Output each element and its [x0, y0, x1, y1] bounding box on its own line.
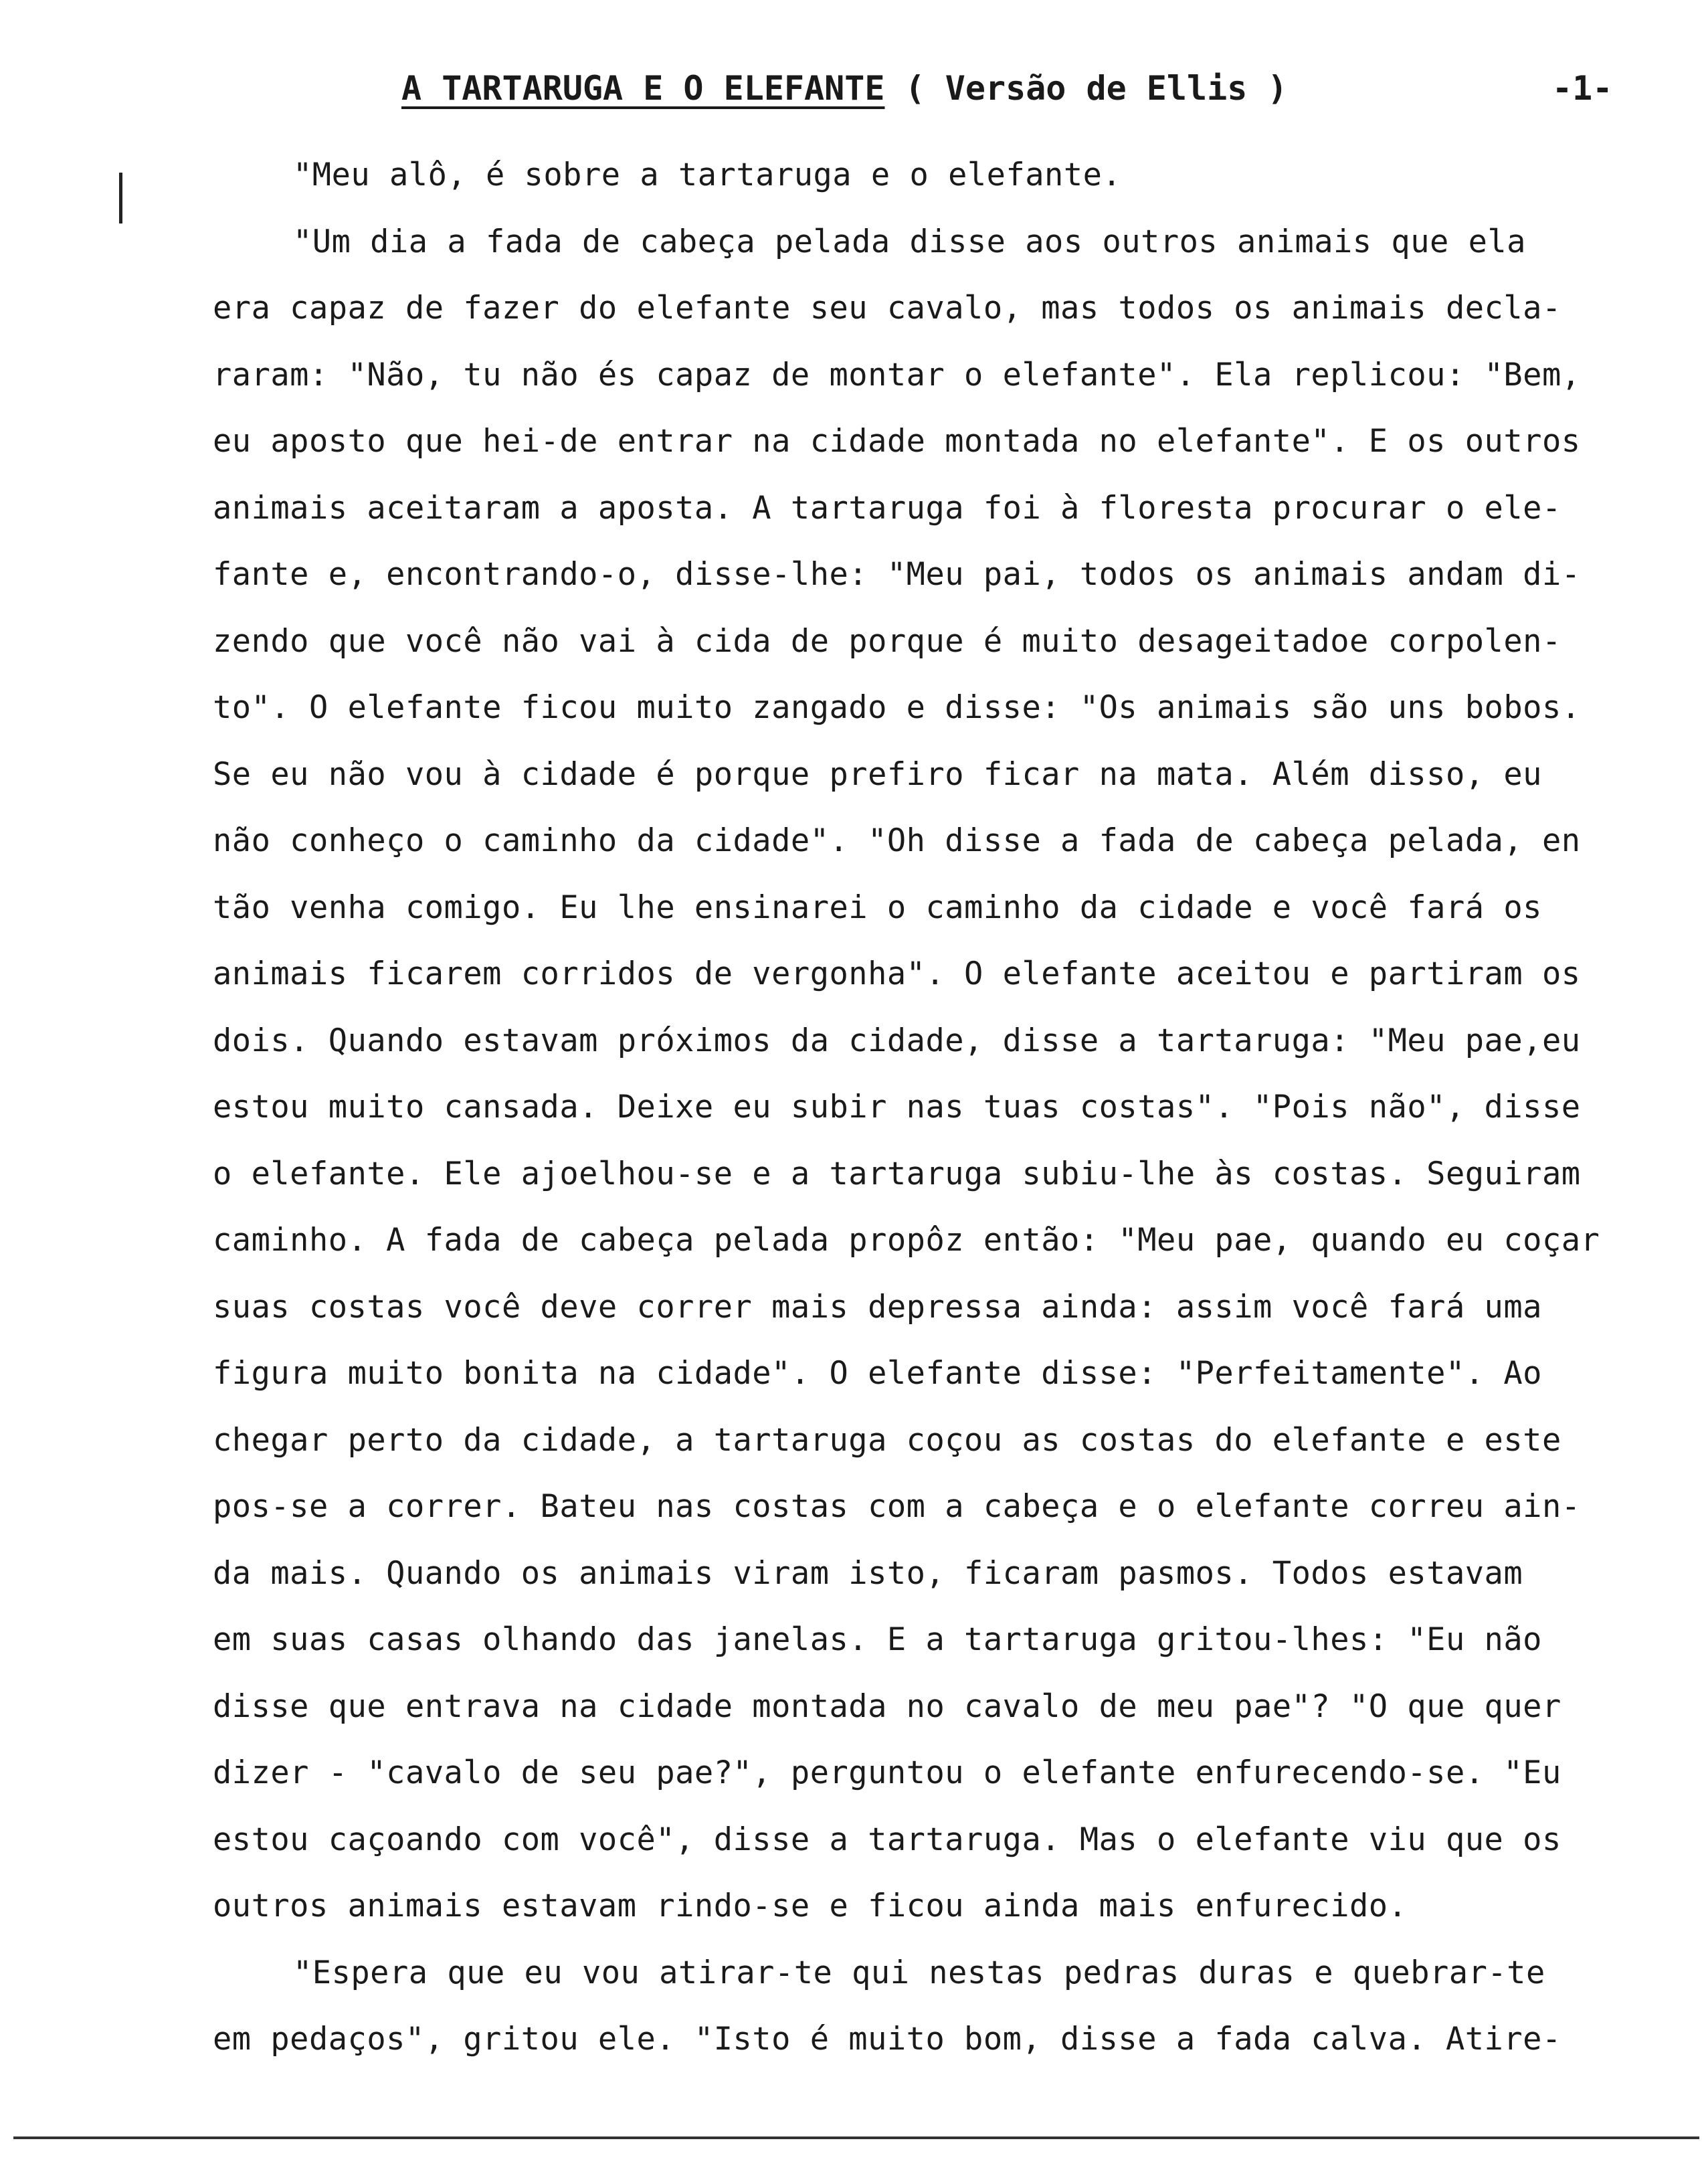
text-line: não conheço o caminho da cidade". "Oh disse a fada de cabeça pelada, en	[213, 822, 1581, 859]
text-line: suas costas você deve correr mais depressa ainda: assim você fará uma	[213, 1288, 1542, 1326]
text-line: chegar perto da cidade, a tartaruga coçou as costas do elefante e este	[213, 1421, 1562, 1459]
document-title: A TARTARUGA E O ELEFANTE	[401, 69, 885, 108]
text-line: to". O elefante ficou muito zangado e disse: "Os animais são uns bobos.	[213, 689, 1581, 726]
text-line: eu aposto que hei-de entrar na cidade montada no elefante". E os outros	[213, 423, 1581, 460]
text-line: "Meu alô, é sobre a tartaruga e o elefante.	[293, 157, 1122, 193]
text-line: "Um dia a fada de cabeça pelada disse aos outros animais que ela	[293, 223, 1526, 260]
bottom-rule	[13, 2136, 1699, 2139]
text-line: caminho. A fada de cabeça pelada propôz então: "Meu pae, quando eu coçar	[213, 1222, 1600, 1259]
text-line: em suas casas olhando das janelas. E a tartaruga gritou-lhes: "Eu não	[213, 1621, 1542, 1658]
text-line: da mais. Quando os animais viram isto, ficaram pasmos. Todos estavam	[213, 1554, 1523, 1592]
text-line: zendo que você não vai à cida de porque é muito desageitadoe corpolen-	[213, 622, 1562, 660]
text-line: dizer - "cavalo de seu pae?", perguntou o elefante enfurecendo-se. "Eu	[213, 1754, 1562, 1791]
text-line: estou muito cansada. Deixe eu subir nas tuas costas". "Pois não", disse	[213, 1089, 1581, 1125]
margin-mark	[119, 173, 122, 223]
text-line: raram: "Não, tu não és capaz de montar o elefante". Ela replicou: "Bem,	[213, 356, 1581, 393]
text-line: animais aceitaram a aposta. A tartaruga foi à floresta procurar o ele-	[213, 489, 1562, 527]
text-line: estou caçoando com você", disse a tartaruga. Mas o elefante viu que os	[213, 1821, 1562, 1858]
page-header	[401, 62, 1673, 115]
text-line: em pedaços", gritou ele. "Isto é muito bom, disse a fada calva. Atire-	[213, 2021, 1562, 2058]
text-line: pos-se a correr. Bateu nas costas com a cabeça e o elefante correu ain-	[213, 1488, 1581, 1525]
text-line: tão venha comigo. Eu lhe ensinarei o caminho da cidade e você fará os	[213, 889, 1542, 926]
text-line: fante e, encontrando-o, disse-lhe: "Meu pai, todos os animais andam di-	[213, 556, 1581, 593]
text-line: Se eu não vou à cidade é porque prefiro ficar na mata. Além disso, eu	[213, 755, 1542, 793]
text-line: figura muito bonita na cidade". O elefante disse: "Perfeitamente". Ao	[213, 1355, 1542, 1392]
text-line: outros animais estavam rindo-se e ficou ainda mais enfurecido.	[213, 1888, 1408, 1924]
document-subtitle: ( Versão de Ellis )	[905, 69, 1288, 108]
page-number: -1-	[1552, 69, 1613, 108]
text-line: o elefante. Ele ajoelhou-se e a tartaruga subiu-lhe às costas. Seguiram	[213, 1155, 1581, 1192]
text-line: disse que entrava na cidade montada no cavalo de meu pae"? "O que quer	[213, 1688, 1562, 1725]
text-line: dois. Quando estavam próximos da cidade, disse a tartaruga: "Meu pae,eu	[213, 1022, 1581, 1059]
text-line: era capaz de fazer do elefante seu cavalo, mas todos os animais decla-	[213, 290, 1562, 327]
body-text	[213, 142, 1671, 2073]
text-line: "Espera que eu vou atirar-te qui nestas pedras duras e quebrar-te	[293, 1954, 1545, 1991]
text-line: animais ficarem corridos de vergonha". O elefante aceitou e partiram os	[213, 955, 1581, 992]
